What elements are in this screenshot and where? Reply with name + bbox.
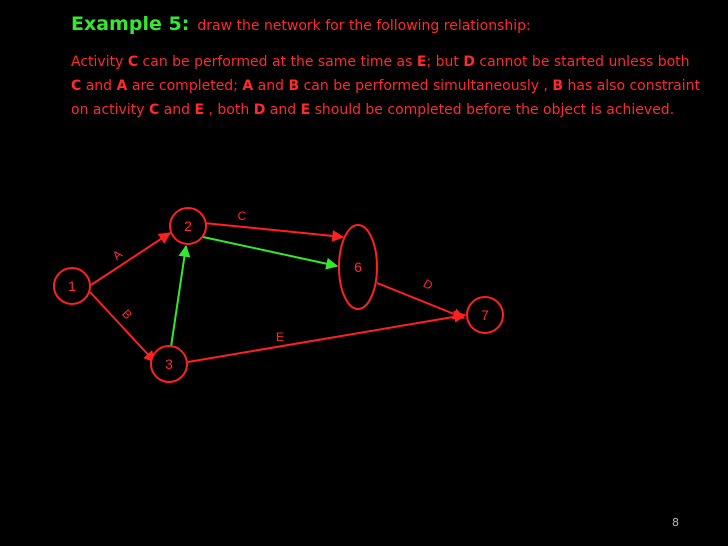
node-1 bbox=[54, 268, 90, 304]
description-text: can be performed simultaneously , bbox=[299, 78, 553, 94]
description-text: and bbox=[159, 102, 195, 118]
activity-c-arrow bbox=[204, 223, 343, 237]
title-text: draw the network for the following relationship: bbox=[197, 18, 531, 34]
node-3 bbox=[151, 346, 187, 382]
activity-ref: C bbox=[127, 54, 139, 70]
activity-ref: E bbox=[416, 54, 427, 70]
description-text: should be completed before the object is achieved. bbox=[310, 102, 675, 118]
activity-ref: A bbox=[116, 78, 128, 94]
activity-ref: C bbox=[148, 102, 160, 118]
activity-c-label: C bbox=[237, 209, 247, 223]
description-text: and bbox=[265, 102, 301, 118]
node-6-label: 6 bbox=[354, 259, 362, 275]
node-7 bbox=[467, 297, 503, 333]
node-2 bbox=[170, 208, 206, 244]
description-text: and bbox=[253, 78, 289, 94]
dummy-3-2-arrow bbox=[171, 246, 186, 347]
description-text: , both bbox=[204, 102, 254, 118]
activity-a-label: A bbox=[109, 246, 125, 263]
activity-ref: D bbox=[463, 54, 475, 70]
activity-e-label: E bbox=[275, 330, 285, 344]
activity-ref: E bbox=[300, 102, 311, 118]
description-text: are completed; bbox=[127, 78, 243, 94]
title-label: Example 5: bbox=[71, 13, 190, 35]
activity-ref: D bbox=[253, 102, 266, 118]
node-6 bbox=[339, 225, 377, 309]
activity-b-label: B bbox=[119, 306, 135, 322]
description-text: can be performed at the same time as bbox=[138, 54, 417, 70]
activity-d-label: D bbox=[420, 276, 436, 293]
activity-ref: C bbox=[71, 78, 82, 94]
activity-e-arrow bbox=[188, 315, 465, 362]
description-text: ; but bbox=[426, 54, 464, 70]
activity-ref: E bbox=[194, 102, 205, 118]
activity-b-arrow bbox=[90, 292, 155, 362]
node-1-label: 1 bbox=[68, 278, 76, 294]
dummy-2-6-arrow bbox=[203, 237, 337, 266]
activity-ref: A bbox=[242, 78, 254, 94]
node-3-label: 3 bbox=[165, 356, 173, 372]
activity-a-arrow bbox=[91, 233, 170, 285]
activity-ref: B bbox=[288, 78, 300, 94]
node-7-label: 7 bbox=[481, 307, 489, 323]
description-text: Activity bbox=[71, 54, 128, 70]
description-text: cannot be started unless both bbox=[474, 54, 690, 70]
page-number: 8 bbox=[672, 516, 679, 529]
node-2-label: 2 bbox=[184, 218, 192, 234]
activity-ref: B bbox=[552, 78, 564, 94]
description-text: and bbox=[81, 78, 117, 94]
description-text: has also constraint on activity bbox=[71, 78, 700, 118]
